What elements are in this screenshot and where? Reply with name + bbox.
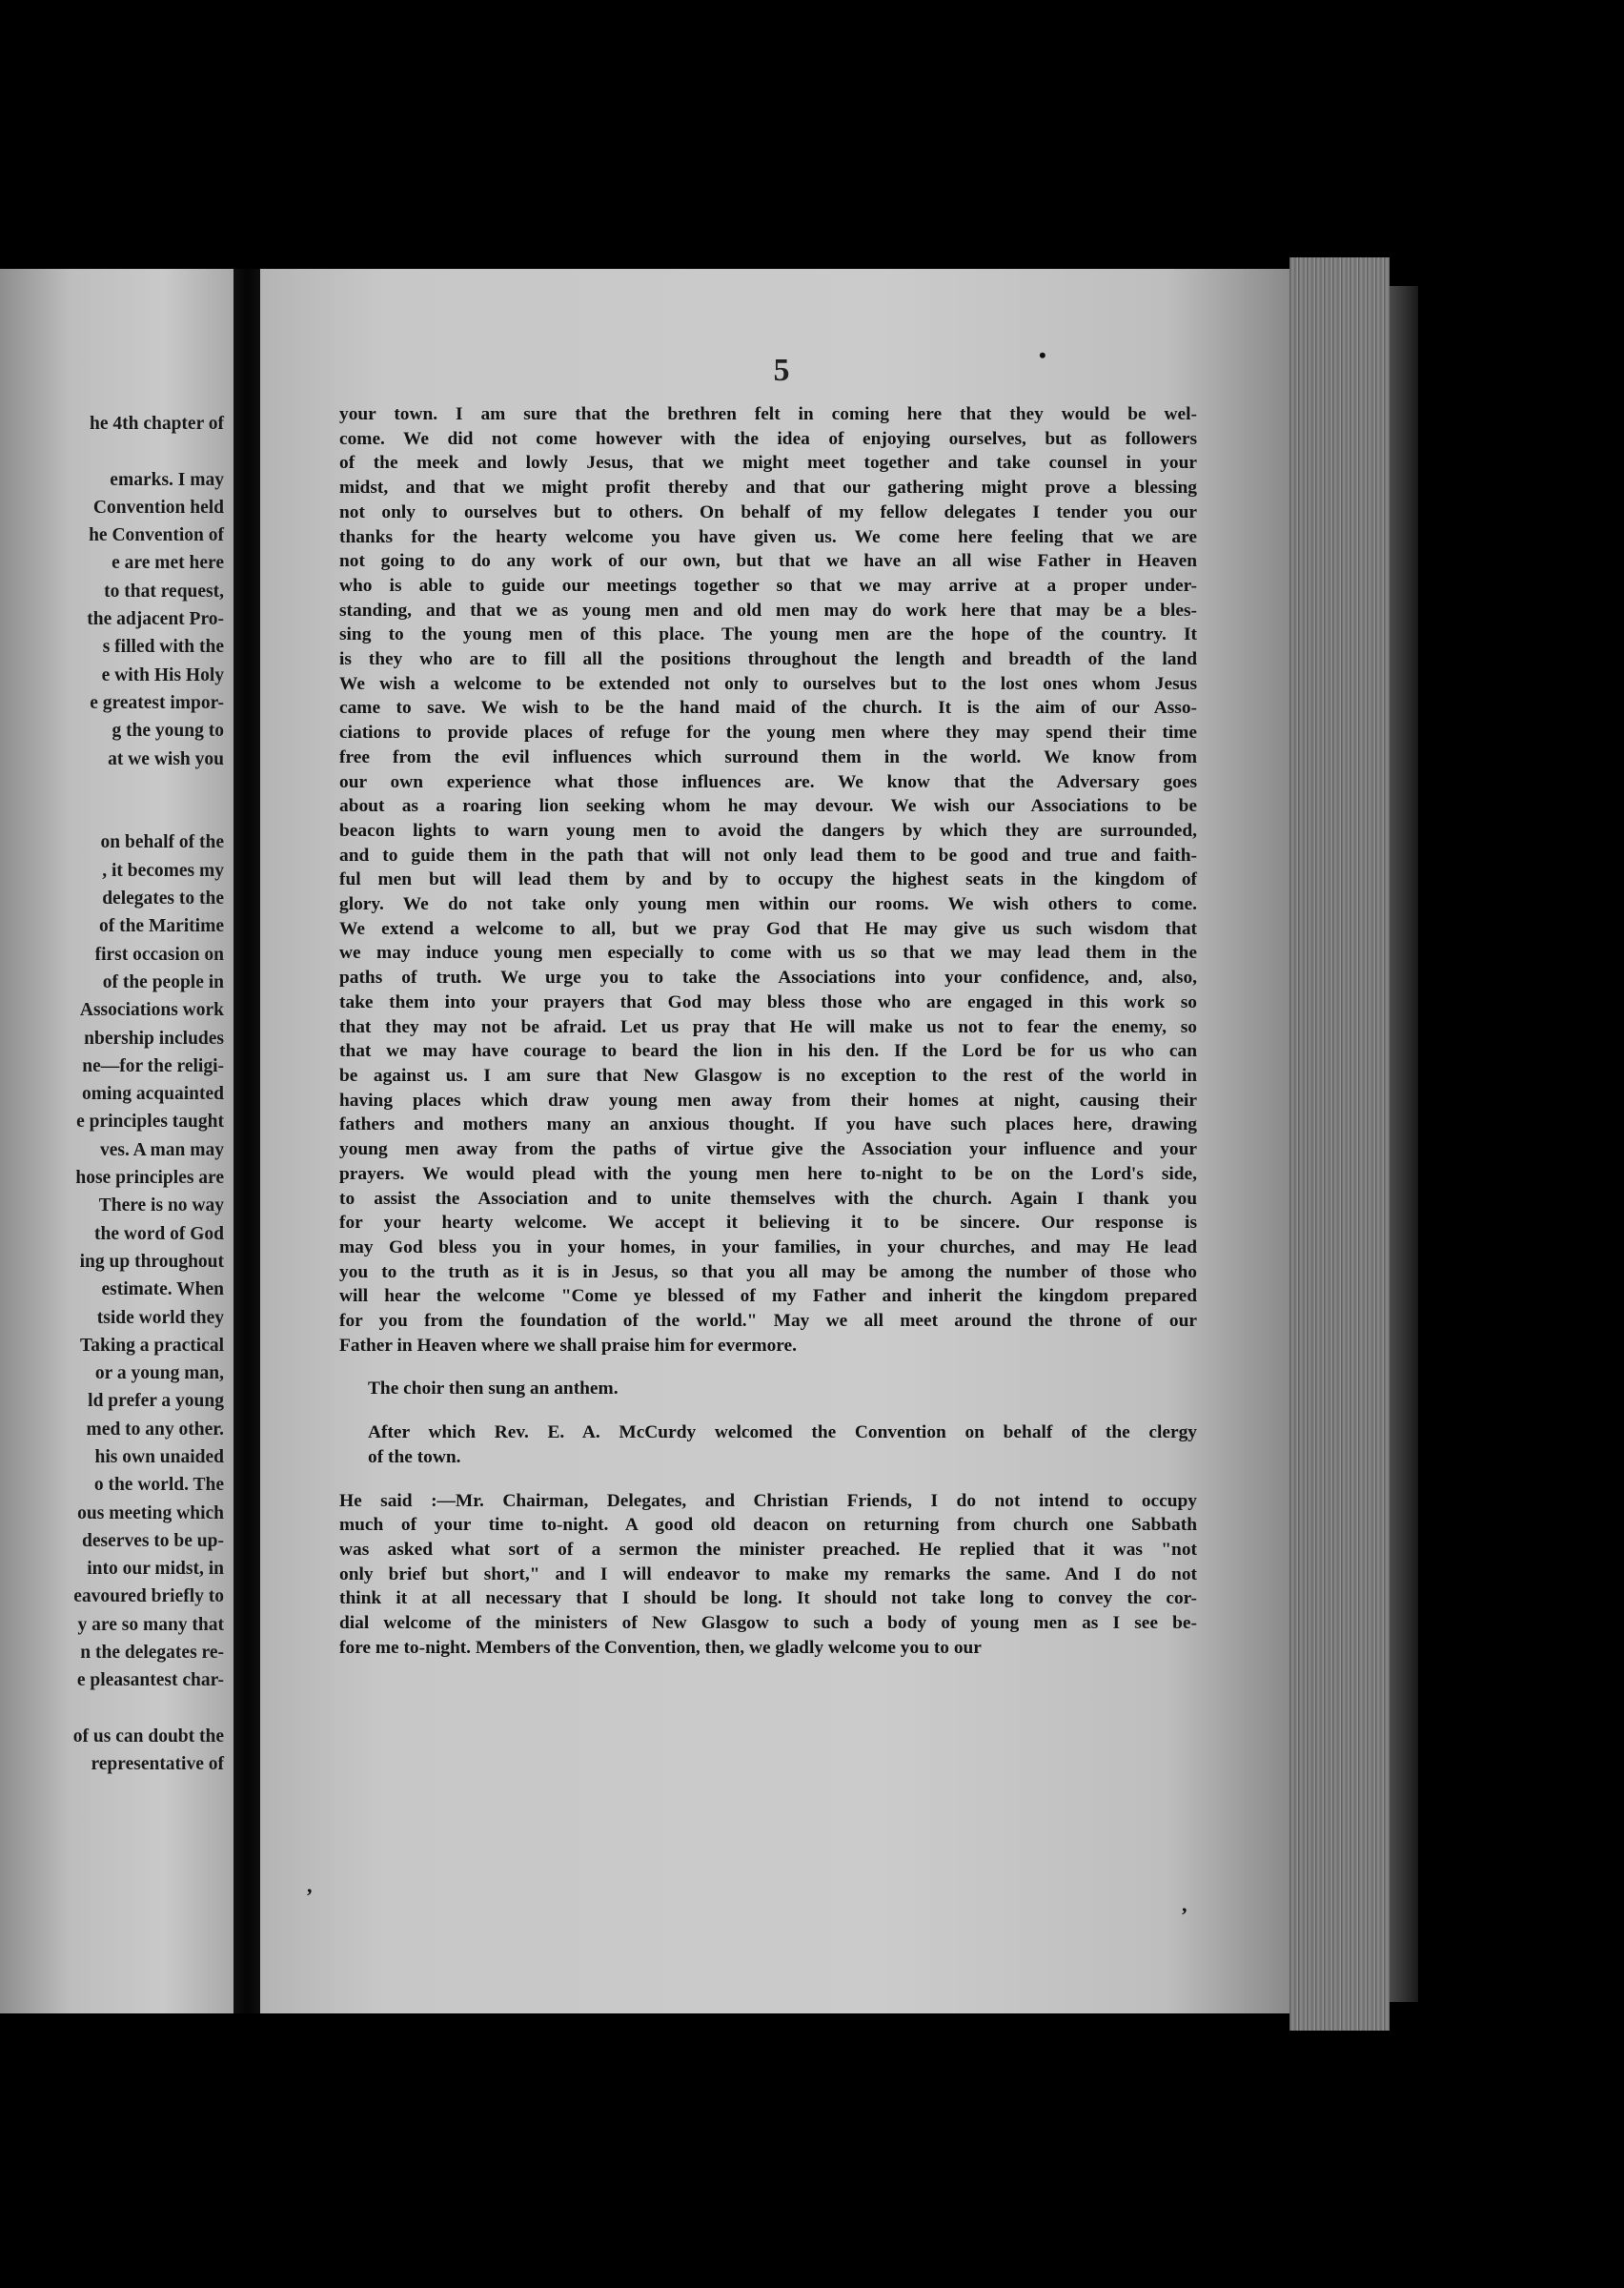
- left-page-line: eavoured briefly to: [73, 1586, 224, 1607]
- text-line: ciations to provide places of refuge for the young men where they may spend their time: [339, 723, 1197, 744]
- text-line: came to save. We wish to be the hand maid of the church. It is the aim of our Asso-: [339, 698, 1197, 719]
- text-line: that we may have courage to beard the lion in his den. If the Lord be for us who can: [339, 1041, 1197, 1062]
- text-line: dial welcome of the ministers of New Glasgow to such a body of young men as I see be-: [339, 1613, 1197, 1634]
- left-page-line: the word of God: [94, 1223, 224, 1244]
- left-page-line: y are so many that: [77, 1614, 224, 1635]
- left-page-line: he Convention of: [89, 525, 224, 546]
- book-gutter: [233, 269, 260, 2013]
- left-page-line: estimate. When: [101, 1279, 224, 1300]
- left-page-line: e are met here: [112, 553, 224, 574]
- left-page-text-column: [0, 410, 224, 1779]
- text-line: that they may not be afraid. Let us pray that He will make us not to fear the enemy, so: [339, 1016, 1197, 1037]
- text-line: about as a roaring lion seeking whom he may devour. We wish our Associations to be: [339, 796, 1197, 817]
- text-line: not going to do any work of our own, but that we have an all wise Father in Heaven: [339, 551, 1197, 572]
- left-page-line: n the delegates re-: [80, 1643, 224, 1664]
- text-line: sing to the young men of this place. The young men are the hope of the country. It: [339, 624, 1197, 645]
- left-page-line: nbership includes: [84, 1028, 224, 1049]
- text-line: We wish a welcome to be extended not only to ourselves but to the lost ones whom Jesus: [339, 673, 1197, 694]
- text-line: and to guide them in the path that will not only lead them to be good and true and faith-: [339, 845, 1197, 866]
- text-line: you to the truth as it is in Jesus, so that you all may be among the number of those who: [339, 1261, 1197, 1282]
- left-page-line: , it becomes my: [102, 860, 224, 881]
- text-line: paths of truth. We urge you to take the Associations into your confidence, and, also,: [339, 968, 1197, 989]
- text-line: was asked what sort of a sermon the minister preached. He replied that it was "not: [339, 1539, 1197, 1560]
- left-page-line: hose principles are: [75, 1168, 224, 1189]
- text-line: is they who are to fill all the positions throughout the length and breadth of the land: [339, 649, 1197, 670]
- text-line: take them into your prayers that God may bless those who are engaged in this work so: [339, 991, 1197, 1012]
- left-page-line: deserves to be up-: [82, 1530, 224, 1551]
- text-line: fathers and mothers many an anxious thought. If you have such places here, drawing: [339, 1114, 1197, 1135]
- left-page-line: of the Maritime: [98, 916, 224, 937]
- left-page-line: There is no way: [98, 1195, 224, 1216]
- text-line: Father in Heaven where we shall praise him for evermore.: [339, 1335, 798, 1356]
- left-page-line: ld prefer a young: [88, 1391, 224, 1412]
- left-facing-page: [0, 269, 233, 2013]
- text-line: ful men but will lead them by and by to occupy the highest seats in the kingdom of: [339, 869, 1197, 890]
- text-line: of the meek and lowly Jesus, that we might meet together and take counsel in your: [339, 453, 1197, 474]
- text-line: having places which draw young men away from their homes at night, causing their: [339, 1090, 1197, 1111]
- ink-speck: ,: [1182, 1892, 1188, 1916]
- left-page-line: of us can doubt the: [72, 1726, 224, 1747]
- left-page-line: tside world they: [96, 1307, 224, 1328]
- left-page-line: s filled with the: [102, 637, 224, 658]
- text-line: glory. We do not take only young men within our rooms. We wish others to come.: [339, 894, 1197, 915]
- text-line: come. We did not come however with the idea of enjoying ourselves, but as followers: [339, 428, 1197, 449]
- left-page-line: Taking a practical: [80, 1335, 224, 1356]
- text-line: After which Rev. E. A. McCurdy welcomed the Convention on behalf of the clergy: [368, 1422, 1197, 1443]
- text-line: much of your time to-night. A good old deacon on returning from church one Sabbath: [339, 1515, 1197, 1536]
- left-page-line: g the young to: [112, 721, 224, 742]
- left-page-line: e with His Holy: [101, 664, 224, 685]
- left-page-line: he 4th chapter of: [89, 414, 224, 434]
- left-page-line: delegates to the: [102, 889, 224, 909]
- page-edges-shadow: [1390, 286, 1418, 2002]
- left-page-line: Convention held: [92, 497, 224, 518]
- paragraph-delegate-response: [339, 402, 1197, 1358]
- text-line: your town. I am sure that the brethren felt in coming here that they would be wel-: [339, 404, 1197, 424]
- text-line: midst, and that we might profit thereby and that our gathering might prove a blessing: [339, 478, 1197, 499]
- left-page-line: e greatest impor-: [90, 692, 224, 713]
- left-page-line: Associations work: [79, 1000, 224, 1021]
- text-line: be against us. I am sure that New Glasgow is no exception to the rest of the world in: [339, 1065, 1197, 1086]
- left-page-line: representative of: [91, 1754, 224, 1775]
- left-page-line: ous meeting which: [77, 1502, 224, 1523]
- text-line: free from the evil influences which surround them in the world. We know from: [339, 746, 1197, 767]
- left-page-line: at we wish you: [108, 748, 224, 769]
- text-line: our own experience what those influences are. We know that the Adversary goes: [339, 771, 1197, 792]
- text-line: we may induce young men especially to come with us so that we may lead them in the: [339, 943, 1197, 964]
- left-page-line: to that request,: [104, 581, 224, 602]
- left-page-line: his own unaided: [94, 1446, 224, 1467]
- left-page-line: o the world. The: [93, 1475, 224, 1496]
- text-line: will hear the welcome "Come ye blessed of my Father and inherit the kingdom prepared: [339, 1286, 1197, 1307]
- text-line: beacon lights to warn young men to avoid the dangers by which they are surrounded,: [339, 820, 1197, 841]
- left-page-line: the adjacent Pro-: [87, 609, 224, 630]
- text-line: who is able to guide our meetings together so that we may arrive at a proper under-: [339, 575, 1197, 596]
- text-line: may God bless you in your homes, in your families, in your churches, and may He lead: [339, 1236, 1197, 1257]
- left-page-line: ne—for the religi-: [82, 1055, 224, 1076]
- text-line: not only to ourselves but to others. On behalf of my fellow delegates I tender you our: [339, 501, 1197, 522]
- page-number: 5: [773, 353, 790, 388]
- page-body-text: [339, 402, 1197, 1660]
- left-page-line: [0, 1695, 224, 1723]
- left-page-line: oming acquainted: [82, 1084, 224, 1105]
- text-line: for your hearty welcome. We accept it believing it to be sincere. Our response is: [339, 1213, 1197, 1234]
- text-line: The choir then sung an anthem.: [368, 1379, 619, 1399]
- text-line: for you from the foundation of the world." May we all meet around the throne of our: [339, 1311, 1197, 1332]
- text-line: to assist the Association and to unite themselves with the church. Again I thank you: [339, 1188, 1197, 1209]
- ink-speck: •: [1039, 343, 1046, 367]
- text-line: fore me to-night. Members of the Convention, then, we gladly welcome you to our: [339, 1637, 982, 1658]
- text-line: young men away from the paths of virtue give the Association your influence and your: [339, 1139, 1197, 1160]
- paragraph-mccurdy-speech: [339, 1489, 1197, 1661]
- text-line: of the town.: [368, 1446, 461, 1467]
- left-page-line: [0, 773, 224, 801]
- left-page-line: on behalf of the: [100, 832, 224, 853]
- page-edges: [1289, 257, 1390, 2031]
- text-line: We extend a welcome to all, but we pray God that He may give us such wisdom that: [339, 918, 1197, 939]
- text-line: standing, and that we as young men and old men may do work here that may be a bles-: [339, 600, 1197, 621]
- left-page-line: ing up throughout: [79, 1251, 224, 1272]
- left-page-line: e pleasantest char-: [76, 1670, 224, 1691]
- text-line: prayers. We would plead with the young men here to-night to be on the Lord's side,: [339, 1163, 1197, 1184]
- paragraph-mccurdy-intro: [339, 1420, 1197, 1469]
- left-page-line: or a young man,: [94, 1363, 224, 1384]
- left-page-line: first occasion on: [94, 944, 224, 965]
- left-page-line: ves. A man may: [99, 1139, 224, 1160]
- paragraph-choir-anthem: [339, 1377, 1197, 1401]
- text-line: think it at all necessary that I should be long. It should not take long to convey the cor-: [339, 1588, 1197, 1609]
- left-page-line: of the people in: [102, 971, 224, 992]
- left-page-line: med to any other.: [86, 1419, 224, 1440]
- left-page-line: emarks. I may: [110, 469, 224, 490]
- ink-speck: ,: [307, 1873, 313, 1897]
- left-page-line: into our midst, in: [87, 1559, 224, 1580]
- text-line: thanks for the hearty welcome you have given us. We come here feeling that we are: [339, 526, 1197, 547]
- left-page-line: e principles taught: [76, 1112, 224, 1133]
- text-line: only brief but short," and I will endeavor to make my remarks the same. And I do not: [339, 1563, 1197, 1584]
- text-line: He said :—Mr. Chairman, Delegates, and Christian Friends, I do not intend to occupy: [339, 1490, 1197, 1511]
- left-page-line: [0, 438, 224, 465]
- left-page-line: [0, 801, 224, 828]
